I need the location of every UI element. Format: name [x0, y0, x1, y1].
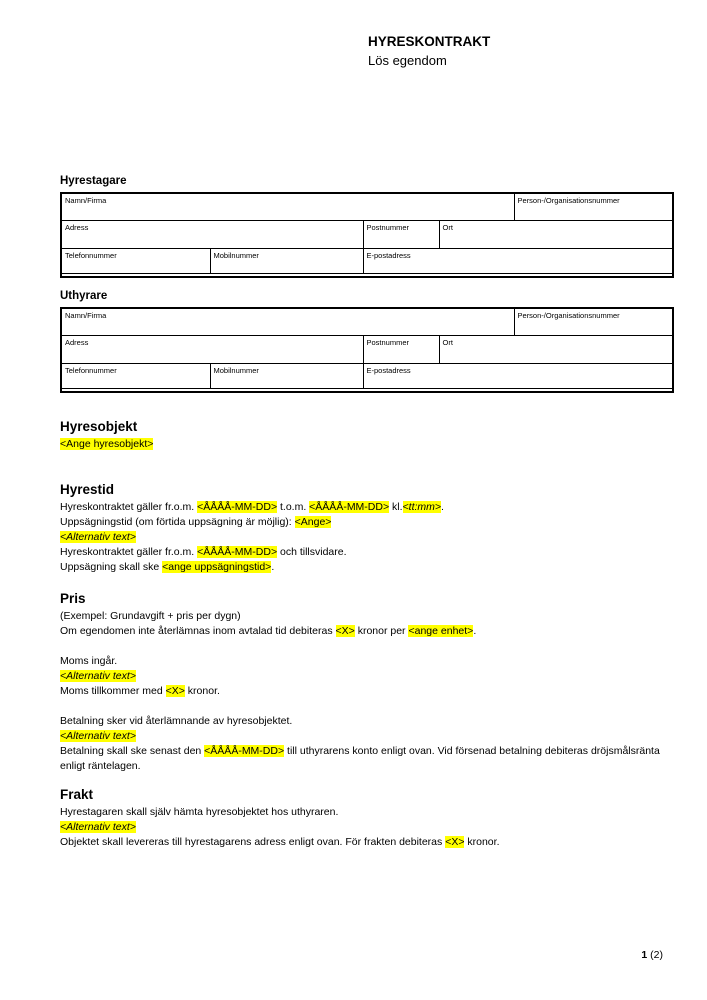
paragraph-line — [60, 545, 682, 560]
field-epostadress[interactable] — [363, 248, 673, 273]
placeholder-token[interactable]: <ÅÅÅÅ-MM-DD> — [197, 501, 278, 513]
placeholder-token[interactable]: <ange enhet> — [408, 625, 474, 637]
text-run: (Exempel: Grundavgift + pris per dygn) — [60, 610, 241, 622]
section-pris — [60, 591, 682, 774]
field-label-ort: Ort — [442, 337, 453, 347]
section-heading: Hyresobjekt — [60, 419, 138, 434]
section-heading: Frakt — [60, 787, 94, 802]
placeholder-token[interactable]: <X> — [445, 836, 465, 848]
field-ort[interactable] — [439, 220, 673, 248]
text-run: och tillsvidare. — [277, 546, 347, 558]
text-run: kronor per — [354, 625, 409, 637]
text-run: Objektet skall levereras till hyrestagarens adress enligt ovan. För frakten debiteras — [60, 836, 446, 848]
page-number-total: (2) — [650, 949, 663, 961]
field-label-person-organisationsnummer: Person-/Organisationsnummer — [517, 311, 620, 320]
paragraph-line — [60, 714, 682, 729]
section-body — [60, 805, 682, 850]
text-run: Betalning sker vid återlämnande av hyresobjektet. — [60, 715, 293, 727]
field-postnummer[interactable] — [363, 335, 439, 363]
text-run: kl. — [389, 501, 403, 513]
paragraph-line — [60, 560, 682, 575]
paragraph-line — [60, 820, 682, 835]
placeholder-token[interactable]: <ÅÅÅÅ-MM-DD> — [309, 501, 390, 513]
text-run: till uthyrarens konto enligt ovan. Vid försenad betalning debiteras dröjsmålsränta enligt räntelagen. — [60, 745, 660, 772]
text-run: Uppsägning skall ske — [60, 561, 163, 573]
field-postnummer[interactable] — [363, 220, 439, 248]
party-section-hyrestagare — [60, 174, 682, 278]
field-telefonnummer[interactable] — [61, 363, 210, 388]
placeholder-token[interactable]: <tt:mm> — [402, 501, 442, 513]
table-bottom-strip — [61, 388, 673, 392]
paragraph-line — [60, 515, 682, 530]
field-label-telefonnummer: Telefonnummer — [65, 250, 117, 260]
paragraph-line — [60, 500, 682, 515]
placeholder-token[interactable]: <Alternativ text> — [60, 730, 136, 742]
paragraph-line — [60, 835, 682, 850]
section-hyresobjekt — [60, 419, 682, 452]
section-body — [60, 609, 682, 774]
field-label-postnummer: Postnummer — [366, 222, 410, 232]
field-mobilnummer[interactable] — [210, 363, 363, 388]
placeholder-token[interactable]: <Alternativ text> — [60, 821, 136, 833]
page-number — [641, 948, 663, 962]
page-number-current: 1 — [641, 949, 648, 961]
placeholder-token[interactable]: <ÅÅÅÅ-MM-DD> — [197, 546, 278, 558]
field-namn-firma[interactable] — [61, 193, 514, 220]
text-run: . — [441, 501, 444, 513]
document-title: HYRESKONTRAKT — [368, 34, 491, 49]
field-person-organisationsnummer[interactable] — [514, 193, 673, 220]
placeholder-token[interactable]: <Ange hyresobjekt> — [60, 438, 154, 450]
paragraph-line — [60, 624, 682, 639]
party-table — [60, 192, 674, 278]
field-ort[interactable] — [439, 335, 673, 363]
field-label-mobilnummer: Mobilnummer — [213, 250, 259, 260]
section-heading: Pris — [60, 591, 86, 606]
text-run: kronor. — [464, 836, 500, 848]
field-label-postnummer: Postnummer — [366, 337, 410, 347]
text-run: Uppsägningstid (om förtida uppsägning är möjlig): — [60, 516, 295, 528]
field-namn-firma[interactable] — [61, 308, 514, 335]
field-epostadress[interactable] — [363, 363, 673, 388]
document-header — [368, 32, 682, 70]
paragraph-line — [60, 609, 682, 624]
text-run: t.o.m. — [277, 501, 310, 513]
document-subtitle: Lös egendom — [368, 53, 447, 68]
placeholder-token[interactable]: <Alternativ text> — [60, 531, 136, 543]
text-run: Moms ingår. — [60, 655, 118, 667]
field-label-epostadress: E-postadress — [366, 365, 411, 375]
paragraph-line — [60, 729, 682, 744]
section-hyrestid — [60, 482, 682, 575]
placeholder-token[interactable]: <ÅÅÅÅ-MM-DD> — [204, 745, 285, 757]
field-label-namn-firma: Namn/Firma — [65, 311, 107, 320]
placeholder-token[interactable]: <ange uppsägningstid> — [162, 561, 272, 573]
placeholder-token[interactable]: <Ange> — [294, 516, 332, 528]
field-adress[interactable] — [61, 335, 363, 363]
field-label-epostadress: E-postadress — [366, 250, 411, 260]
placeholder-token[interactable]: <Alternativ text> — [60, 670, 136, 682]
party-heading: Hyrestagare — [60, 175, 127, 187]
field-adress[interactable] — [61, 220, 363, 248]
text-run: Moms tillkommer med — [60, 685, 166, 697]
section-body — [60, 437, 682, 452]
text-run: Hyreskontraktet gäller fr.o.m. — [60, 546, 198, 558]
field-mobilnummer[interactable] — [210, 248, 363, 273]
field-label-adress: Adress — [65, 222, 89, 232]
section-heading: Hyrestid — [60, 482, 115, 497]
paragraph-line — [60, 699, 682, 714]
paragraph-line — [60, 437, 682, 452]
text-run: . — [473, 625, 477, 637]
paragraph-line — [60, 684, 682, 699]
paragraph-line — [60, 639, 682, 654]
paragraph-line — [60, 805, 682, 820]
paragraph-line — [60, 744, 682, 774]
field-label-namn-firma: Namn/Firma — [65, 196, 107, 205]
section-body — [60, 500, 682, 575]
section-frakt — [60, 787, 682, 850]
field-label-telefonnummer: Telefonnummer — [65, 365, 117, 375]
field-telefonnummer[interactable] — [61, 248, 210, 273]
paragraph-line — [60, 669, 682, 684]
paragraph-line — [60, 530, 682, 545]
text-run: Hyreskontraktet gäller fr.o.m. — [60, 501, 198, 513]
table-bottom-strip — [61, 273, 673, 277]
party-heading: Uthyrare — [60, 290, 108, 302]
party-table — [60, 307, 674, 393]
text-run: Betalning skall ske senast den — [60, 745, 205, 757]
placeholder-token[interactable]: <X> — [165, 685, 185, 697]
field-label-mobilnummer: Mobilnummer — [213, 365, 259, 375]
text-run: Hyrestagaren skall själv hämta hyresobjektet hos uthyraren. — [60, 806, 339, 818]
text-run: . — [271, 561, 275, 573]
field-person-organisationsnummer[interactable] — [514, 308, 673, 335]
field-label-adress: Adress — [65, 337, 89, 347]
text-run: kronor. — [184, 685, 220, 697]
field-label-person-organisationsnummer: Person-/Organisationsnummer — [517, 196, 620, 205]
party-section-uthyrare — [60, 289, 682, 393]
text-run: Om egendomen inte återlämnas inom avtalad tid debiteras — [60, 625, 336, 637]
placeholder-token[interactable]: <X> — [335, 625, 355, 637]
field-label-ort: Ort — [442, 222, 453, 232]
paragraph-line — [60, 654, 682, 669]
